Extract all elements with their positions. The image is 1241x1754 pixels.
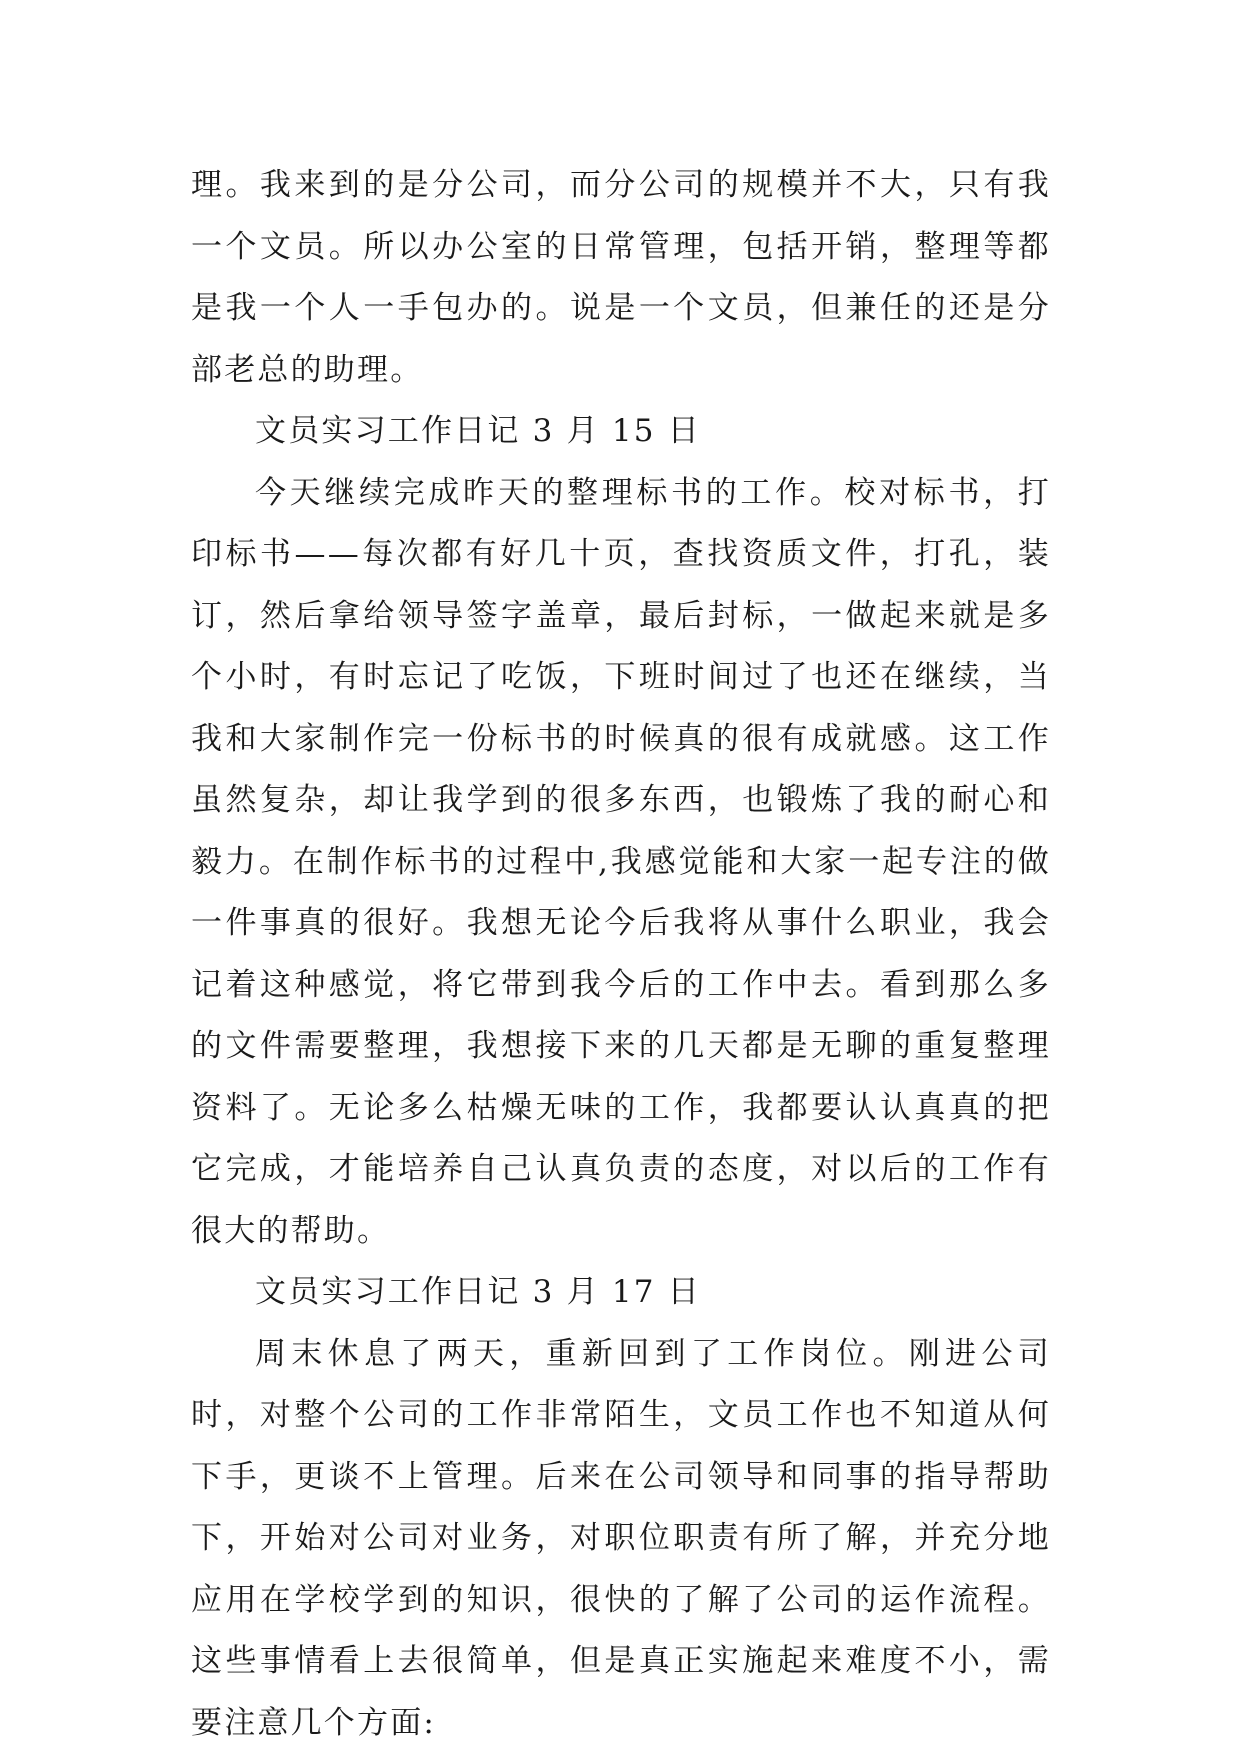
diary-heading-mar-17: 文员实习工作日记 3 月 17 日 (255, 1274, 701, 1310)
document-page (191, 155, 1051, 1754)
diary-heading-mar-15: 文员实习工作日记 3 月 15 日 (255, 413, 701, 449)
paragraph-mar-17: 周末休息了两天，重新回到了工作岗位。刚进公司时，对整个公司的工作非常陌生，文员工作也不知道从何下手，更谈不上管理。后来在公司领导和同事的指导帮助下，开始对公司对业务，对职位职责有所了解，并充分地应用在学校学到的知识，很快的了解了公司的运作流程。这些事情看上去很简单，但是真正实施起来难度不小，需要注意几个方面: (191, 1335, 1051, 1741)
paragraph-continuation: 理。我来到的是分公司，而分公司的规模并不大，只有我一个文员。所以办公室的日常管理，包括开销，整理等都是我一个人一手包办的。说是一个文员，但兼任的还是分部老总的助理。 (191, 167, 1051, 388)
paragraph-mar-15: 今天继续完成昨天的整理标书的工作。校对标书，打印标书——每次都有好几十页，查找资质文件，打孔，装订，然后拿给领导签字盖章，最后封标，一做起来就是多个小时，有时忘记了吃饭，下班时间过了也还在继续，当我和大家制作完一份标书的时候真的很有成就感。这工作虽然复杂，却让我学到的很多东西，也锻炼了我的耐心和毅力。在制作标书的过程中,我感觉能和大家一起专注的做一件事真的很好。我想无论今后我将从事什么职业，我会记着这种感觉，将它带到我今后的工作中去。看到那么多的文件需要整理，我想接下来的几天都是无聊的重复整理资料了。无论多么枯燥无味的工作，我都要认认真真的把它完成，才能培养自己认真负责的态度，对以后的工作有很大的帮助。 (191, 474, 1051, 1249)
